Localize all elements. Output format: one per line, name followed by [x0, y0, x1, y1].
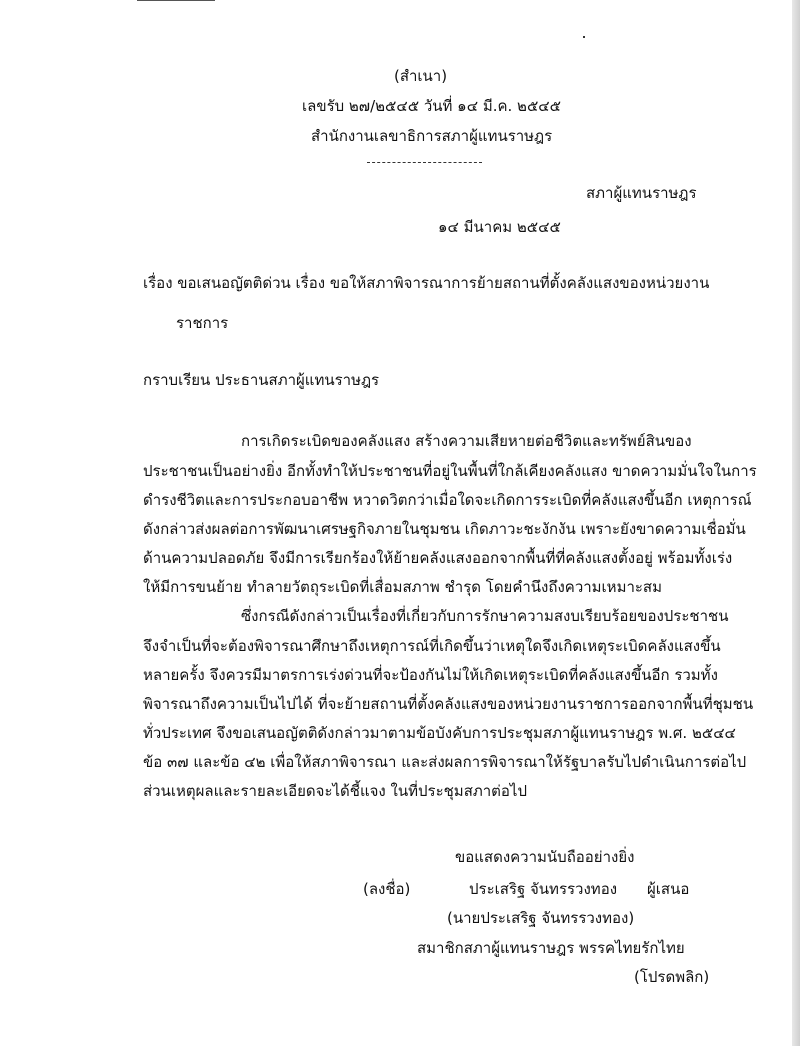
- recipient-org: สภาผู้แทนราษฎร: [586, 184, 697, 202]
- body-line: จึงจำเป็นที่จะต้องพิจารณาศึกษาถึงเหตุการณ์ที่เกิดขึ้นว่าเหตุใดจึงเกิดเหตุระเบิดคลังแสงขึ้น: [143, 637, 721, 655]
- body-line: การเกิดระเบิดของคลังแสง สร้างความเสียหายต่อชีวิตและทรัพย์สินของ: [241, 432, 692, 450]
- body-line: ข้อ ๓๗ และข้อ ๔๒ เพื่อให้สภาพิจารณา และส่งผลการพิจารณาให้รัฐบาลรับไปดำเนินการต่อไป: [143, 753, 747, 771]
- receipt-line: เลขรับ ๒๗/๒๕๔๕ วันที่ ๑๔ มี.ค. ๒๕๔๕: [302, 97, 561, 115]
- body-line: ให้มีการขนย้าย ทำลายวัตถุระเบิดที่เสื่อมสภาพ ชำรุด โดยคำนึงถึงความเหมาะสม: [143, 578, 662, 596]
- body-line: ส่วนเหตุผลและรายละเอียดจะได้ชี้แจง ในที่ประชุมสภาต่อไป: [143, 782, 527, 800]
- sign-label: (ลงชื่อ): [363, 880, 411, 898]
- letter-date: ๑๔ มีนาคม ๒๕๔๕: [438, 218, 561, 236]
- salutation: กราบเรียน ประธานสภาผู้แทนราษฎร: [143, 371, 380, 389]
- body-line: หลายครั้ง จึงควรมีมาตรการเร่งด่วนที่จะป้องกันไม่ให้เกิดเหตุระเบิดที่คลังแสงขึ้นอีก รวมทั้ง: [143, 666, 718, 684]
- body-line: ดำรงชีวิตและการประกอบอาชีพ หวาดวิตกว่าเมื่อใดจะเกิดการระเบิดที่คลังแสงขึ้นอีก เหตุการณ์: [143, 491, 752, 509]
- signer-role: ผู้เสนอ: [647, 880, 690, 898]
- subject-line-2: ราชการ: [176, 314, 229, 332]
- body-line: ประชาชนเป็นอย่างยิ่ง อีกทั้งทำให้ประชาชนที่อยู่ในพื้นที่ใกล้เคียงคลังแสง ขาดความมั่นใจในการ: [143, 462, 757, 480]
- body-line: ดังกล่าวส่งผลต่อการพัฒนาเศรษฐกิจภายในชุมชน เกิดภาวะชะงักงัน เพราะยังขาดความเชื่อมั่น: [143, 520, 746, 538]
- signer-full-name: (นายประเสริฐ จันทรรวงทอง): [447, 909, 635, 927]
- body-line: ซึ่งกรณีดังกล่าวเป็นเรื่องที่เกี่ยวกับการรักษาความสงบเรียบร้อยของประชาชน: [241, 607, 729, 625]
- divider: [367, 162, 482, 163]
- body-line: ด้านความปลอดภัย จึงมีการเรียกร้องให้ย้ายคลังแสงออกจากพื้นที่ที่คลังแสงตั้งอยู่ พร้อมทั้งเร่ง: [143, 549, 733, 567]
- office-name: สำนักงานเลขาธิการสภาผู้แทนราษฎร: [311, 127, 553, 145]
- body-line: ทั่วประเทศ จึงขอเสนอญัตติดังกล่าวมาตามข้อบังคับการประชุมสภาผู้แทนราษฎร พ.ศ. ๒๕๔๔: [143, 724, 736, 742]
- turn-page-note: (โปรดพลิก): [634, 968, 710, 986]
- signer-position: สมาชิกสภาผู้แทนราษฎร พรรคไทยรักไทย: [417, 939, 685, 957]
- scan-mark: [137, 0, 215, 1]
- subject-line-1: เรื่อง ขอเสนอญัตติด่วน เรื่อง ขอให้สภาพิจารณาการย้ายสถานที่ตั้งคลังแสงของหน่วยงาน: [143, 274, 710, 292]
- copy-label: (สำเนา): [394, 67, 448, 85]
- scan-edge: [792, 0, 800, 1046]
- closing-regards: ขอแสดงความนับถืออย่างยิ่ง: [455, 848, 635, 866]
- scan-speck: [583, 36, 585, 38]
- signer-name: ประเสริฐ จันทรรวงทอง: [469, 880, 618, 898]
- body-line: พิจารณาถึงความเป็นไปได้ ที่จะย้ายสถานที่ตั้งคลังแสงของหน่วยงานราชการออกจากพื้นที่ชุมชน: [143, 695, 754, 713]
